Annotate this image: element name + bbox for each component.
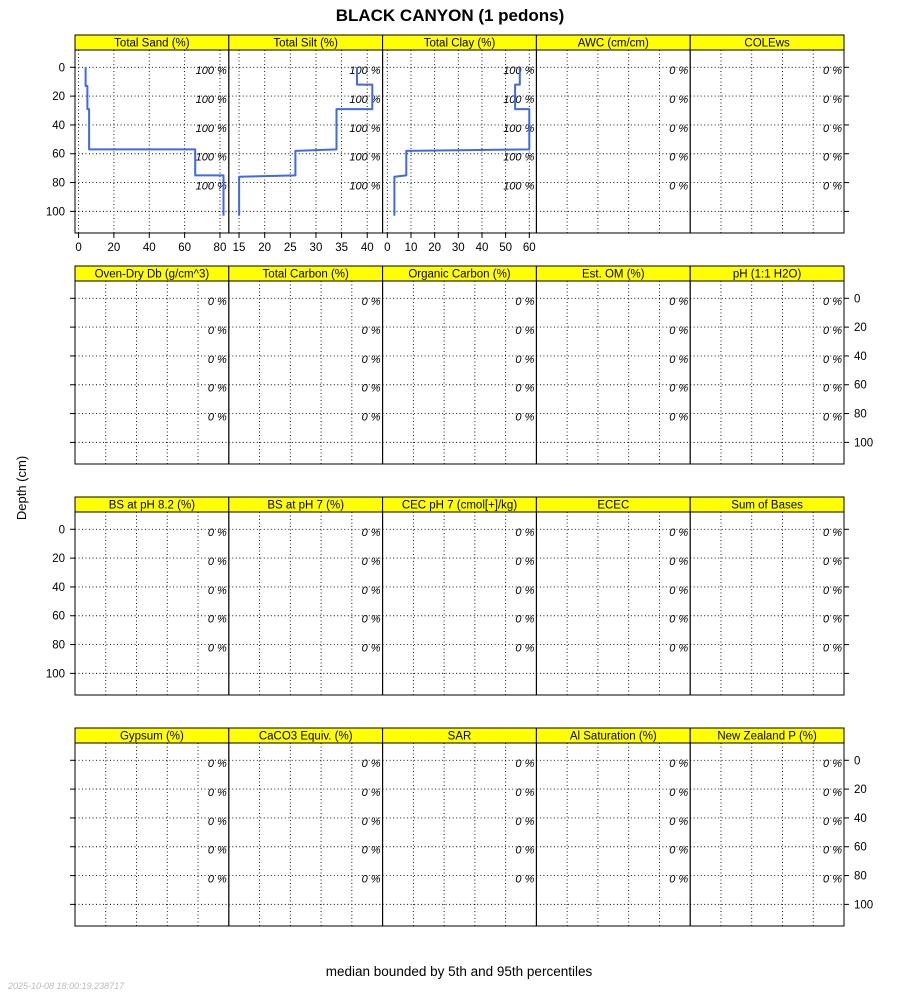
pct-label: 0 %	[207, 844, 227, 857]
x-tick-label: 80	[213, 242, 227, 254]
strip-label: BS at pH 8.2 (%)	[108, 499, 196, 512]
pct-label: 0 %	[823, 93, 842, 106]
chart-caption: median bounded by 5th and 95th percentiles	[325, 964, 593, 979]
pct-label: 0 %	[669, 353, 689, 366]
panel-new-zealand-p	[690, 728, 844, 926]
y-tick-label: 80	[52, 177, 65, 190]
pct-label: 0 %	[823, 844, 842, 857]
y-tick-label: 20	[854, 322, 867, 335]
pct-label: 0 %	[515, 584, 535, 597]
y-tick-label: 80	[854, 408, 867, 421]
panel-sar	[383, 728, 537, 926]
series-line-total-sand	[86, 67, 224, 215]
panel-frame	[690, 281, 844, 464]
y-tick-label: 100	[45, 668, 65, 681]
panel-row-2	[70, 266, 873, 464]
y-tick-label: 40	[52, 581, 65, 594]
y-tick-label: 60	[854, 841, 867, 854]
strip-label: Est. OM (%)	[581, 268, 645, 281]
x-tick-label: 60	[522, 242, 536, 254]
pct-label: 0 %	[669, 584, 689, 597]
panel-frame	[690, 512, 844, 695]
y-tick-label: 60	[52, 610, 65, 623]
x-tick-label: 35	[335, 242, 348, 254]
panel-bs-at-ph-7	[229, 497, 383, 695]
x-tick-label: 60	[178, 242, 192, 254]
panel-frame	[536, 743, 690, 926]
pct-label: 100 %	[195, 122, 227, 135]
panel-frame	[383, 50, 537, 233]
pct-label: 0 %	[207, 353, 227, 366]
series-line-total-clay	[394, 67, 529, 215]
panel-gypsum	[75, 728, 229, 926]
pct-label: 0 %	[207, 815, 227, 828]
x-tick-label: 40	[360, 242, 374, 254]
panel-total-silt	[229, 35, 383, 254]
x-tick-label: 0	[384, 242, 391, 254]
pct-label: 0 %	[207, 758, 227, 771]
pct-label: 0 %	[207, 411, 227, 424]
strip-label: AWC (cm/cm)	[577, 37, 649, 50]
pct-label: 0 %	[823, 180, 842, 193]
panel-frame	[383, 281, 537, 464]
y-tick-label: 100	[854, 437, 874, 450]
y-tick-label: 60	[52, 148, 65, 161]
panel-frame	[75, 743, 229, 926]
pct-label: 0 %	[207, 382, 227, 395]
pct-label: 0 %	[361, 382, 381, 395]
panel-total-clay	[383, 35, 537, 254]
x-tick-label: 25	[283, 242, 297, 254]
pct-label: 0 %	[207, 613, 227, 626]
pct-label: 100 %	[349, 65, 381, 78]
pct-label: 0 %	[515, 527, 535, 540]
pct-label: 0 %	[207, 584, 227, 597]
pct-label: 100 %	[503, 122, 535, 135]
pct-label: 0 %	[823, 296, 842, 309]
panel-awc-cm-cm	[536, 35, 690, 233]
panel-frame	[536, 512, 690, 695]
strip-label: SAR	[447, 730, 472, 743]
y-tick-label: 100	[854, 899, 874, 912]
pct-label: 0 %	[669, 555, 689, 568]
y-tick-label: 0	[58, 524, 65, 537]
pct-label: 0 %	[669, 180, 689, 193]
pct-label: 0 %	[515, 555, 535, 568]
pct-label: 0 %	[361, 527, 381, 540]
pct-label: 0 %	[515, 382, 535, 395]
pct-label: 0 %	[823, 324, 842, 337]
chart-title: BLACK CANYON (1 pedons)	[335, 6, 565, 25]
pct-label: 0 %	[361, 613, 381, 626]
pct-label: 0 %	[669, 613, 689, 626]
strip-label: COLEws	[744, 37, 790, 50]
x-tick-label: 50	[499, 242, 513, 254]
pct-label: 100 %	[349, 151, 381, 164]
strip-label: CEC pH 7 (cmol[+]/kg)	[401, 499, 518, 512]
pct-label: 0 %	[823, 642, 842, 655]
strip-label: Total Silt (%)	[273, 37, 338, 50]
pct-label: 100 %	[503, 93, 535, 106]
y-tick-label: 0	[854, 755, 861, 768]
pct-label: 0 %	[361, 353, 381, 366]
x-tick-label: 15	[232, 242, 246, 254]
pct-label: 0 %	[823, 65, 842, 78]
pct-label: 0 %	[515, 758, 535, 771]
pct-label: 0 %	[669, 93, 689, 106]
pct-label: 0 %	[361, 584, 381, 597]
pct-label: 0 %	[823, 873, 842, 886]
strip-label: Al Saturation (%)	[569, 730, 657, 743]
pct-label: 0 %	[823, 382, 842, 395]
panel-row-4	[70, 728, 873, 926]
panel-total-carbon	[229, 266, 383, 464]
panel-frame	[383, 512, 537, 695]
panel-frame	[75, 281, 229, 464]
panel-bs-at-ph-8-2	[75, 497, 229, 695]
pct-label: 100 %	[349, 93, 381, 106]
timestamp: 2025-10-08 18:00:19.238717	[8, 981, 125, 991]
pct-label: 0 %	[515, 411, 535, 424]
pct-label: 0 %	[361, 642, 381, 655]
pct-label: 0 %	[361, 844, 381, 857]
panel-est-om	[536, 266, 690, 464]
panel-organic-carbon	[383, 266, 537, 464]
panel-cec-ph-7-cmol-kg	[383, 497, 537, 695]
pct-label: 0 %	[361, 873, 381, 886]
pct-label: 0 %	[669, 411, 689, 424]
pct-label: 0 %	[207, 555, 227, 568]
panel-total-sand	[75, 35, 229, 254]
pct-label: 0 %	[669, 844, 689, 857]
strip-label: CaCO3 Equiv. (%)	[258, 730, 353, 743]
panel-frame	[536, 281, 690, 464]
pct-label: 0 %	[515, 296, 535, 309]
pct-label: 0 %	[515, 815, 535, 828]
pct-label: 0 %	[823, 584, 842, 597]
pct-label: 0 %	[669, 296, 689, 309]
x-tick-label: 40	[142, 242, 156, 254]
pct-label: 0 %	[823, 555, 842, 568]
x-tick-label: 20	[258, 242, 272, 254]
strip-label: BS at pH 7 (%)	[267, 499, 345, 512]
y-tick-label: 0	[58, 62, 65, 75]
y-tick-label: 20	[52, 553, 65, 566]
pct-label: 0 %	[207, 873, 227, 886]
panel-frame	[229, 743, 383, 926]
strip-label: Total Carbon (%)	[262, 268, 349, 281]
pct-label: 0 %	[669, 122, 689, 135]
panel-oven-dry-db-g-cm-3	[75, 266, 229, 464]
pct-label: 0 %	[207, 786, 227, 799]
panel-frame	[229, 50, 383, 233]
panel-al-saturation	[536, 728, 690, 926]
panel-ph-1-1-h2o	[690, 266, 844, 464]
pct-label: 0 %	[361, 324, 381, 337]
pct-label: 0 %	[207, 527, 227, 540]
pct-label: 0 %	[361, 555, 381, 568]
panel-colews	[690, 35, 844, 233]
y-tick-label: 40	[854, 350, 867, 363]
strip-label: Total Clay (%)	[423, 37, 496, 50]
pct-label: 0 %	[361, 815, 381, 828]
pct-label: 0 %	[669, 873, 689, 886]
strip-label: Gypsum (%)	[119, 730, 184, 743]
pct-label: 0 %	[515, 353, 535, 366]
pct-label: 0 %	[823, 613, 842, 626]
pct-label: 100 %	[195, 65, 227, 78]
pct-label: 0 %	[515, 873, 535, 886]
pct-label: 0 %	[515, 324, 535, 337]
pct-label: 0 %	[823, 411, 842, 424]
y-tick-label: 100	[45, 206, 65, 219]
pct-label: 100 %	[503, 65, 535, 78]
panel-row-3	[46, 497, 849, 695]
panel-frame	[75, 50, 229, 233]
y-axis-title: Depth (cm)	[14, 455, 29, 521]
pct-label: 0 %	[361, 758, 381, 771]
pct-label: 0 %	[669, 758, 689, 771]
x-tick-label: 20	[107, 242, 121, 254]
x-tick-label: 0	[75, 242, 82, 254]
strip-label: Organic Carbon (%)	[408, 268, 511, 281]
pct-label: 0 %	[669, 382, 689, 395]
x-tick-label: 40	[475, 242, 489, 254]
panel-sum-of-bases	[690, 497, 844, 695]
pct-label: 0 %	[207, 324, 227, 337]
pct-label: 0 %	[669, 151, 689, 164]
pct-label: 0 %	[823, 151, 842, 164]
panel-frame	[229, 512, 383, 695]
pct-label: 0 %	[669, 527, 689, 540]
pct-label: 0 %	[669, 815, 689, 828]
y-tick-label: 20	[52, 91, 65, 104]
pct-label: 0 %	[823, 527, 842, 540]
pct-label: 0 %	[823, 786, 842, 799]
pct-label: 0 %	[361, 296, 381, 309]
pct-label: 0 %	[515, 642, 535, 655]
pct-label: 0 %	[515, 786, 535, 799]
pct-label: 0 %	[669, 65, 689, 78]
strip-label: Sum of Bases	[731, 499, 803, 512]
y-tick-label: 80	[854, 870, 867, 883]
panel-ecec	[536, 497, 690, 695]
pct-label: 0 %	[823, 353, 842, 366]
pct-label: 0 %	[669, 786, 689, 799]
x-tick-label: 20	[428, 242, 442, 254]
panel-frame	[690, 743, 844, 926]
strip-label: New Zealand P (%)	[717, 730, 817, 743]
panel-row-1	[46, 35, 849, 254]
pct-label: 0 %	[823, 122, 842, 135]
pct-label: 0 %	[669, 324, 689, 337]
panel-grid	[46, 35, 873, 926]
pct-label: 100 %	[349, 180, 381, 193]
x-tick-label: 30	[309, 242, 323, 254]
panel-frame	[75, 512, 229, 695]
panel-caco3-equiv	[229, 728, 383, 926]
y-tick-label: 60	[854, 379, 867, 392]
strip-label: Total Sand (%)	[114, 37, 190, 50]
strip-label: Oven-Dry Db (g/cm^3)	[94, 268, 210, 281]
strip-label: pH (1:1 H2O)	[732, 268, 802, 281]
pct-label: 0 %	[361, 411, 381, 424]
panel-frame	[383, 743, 537, 926]
panel-frame	[690, 50, 844, 233]
pct-label: 100 %	[195, 180, 227, 193]
pct-label: 0 %	[823, 815, 842, 828]
pct-label: 100 %	[195, 151, 227, 164]
pct-label: 100 %	[503, 180, 535, 193]
pct-label: 0 %	[823, 758, 842, 771]
pct-label: 0 %	[207, 642, 227, 655]
pct-label: 0 %	[361, 786, 381, 799]
y-tick-label: 20	[854, 784, 867, 797]
pct-label: 100 %	[195, 93, 227, 106]
pct-label: 100 %	[503, 151, 535, 164]
panel-frame	[229, 281, 383, 464]
pct-label: 0 %	[515, 844, 535, 857]
y-tick-label: 40	[52, 119, 65, 132]
panel-frame	[536, 50, 690, 233]
y-tick-label: 0	[854, 293, 861, 306]
pct-label: 0 %	[669, 642, 689, 655]
pct-label: 0 %	[207, 296, 227, 309]
pct-label: 0 %	[515, 613, 535, 626]
pct-label: 100 %	[349, 122, 381, 135]
x-tick-label: 30	[451, 242, 465, 254]
strip-label: ECEC	[597, 499, 630, 512]
y-tick-label: 40	[854, 812, 867, 825]
series-line-total-silt	[239, 67, 372, 215]
y-tick-label: 80	[52, 639, 65, 652]
x-tick-label: 10	[404, 242, 418, 254]
